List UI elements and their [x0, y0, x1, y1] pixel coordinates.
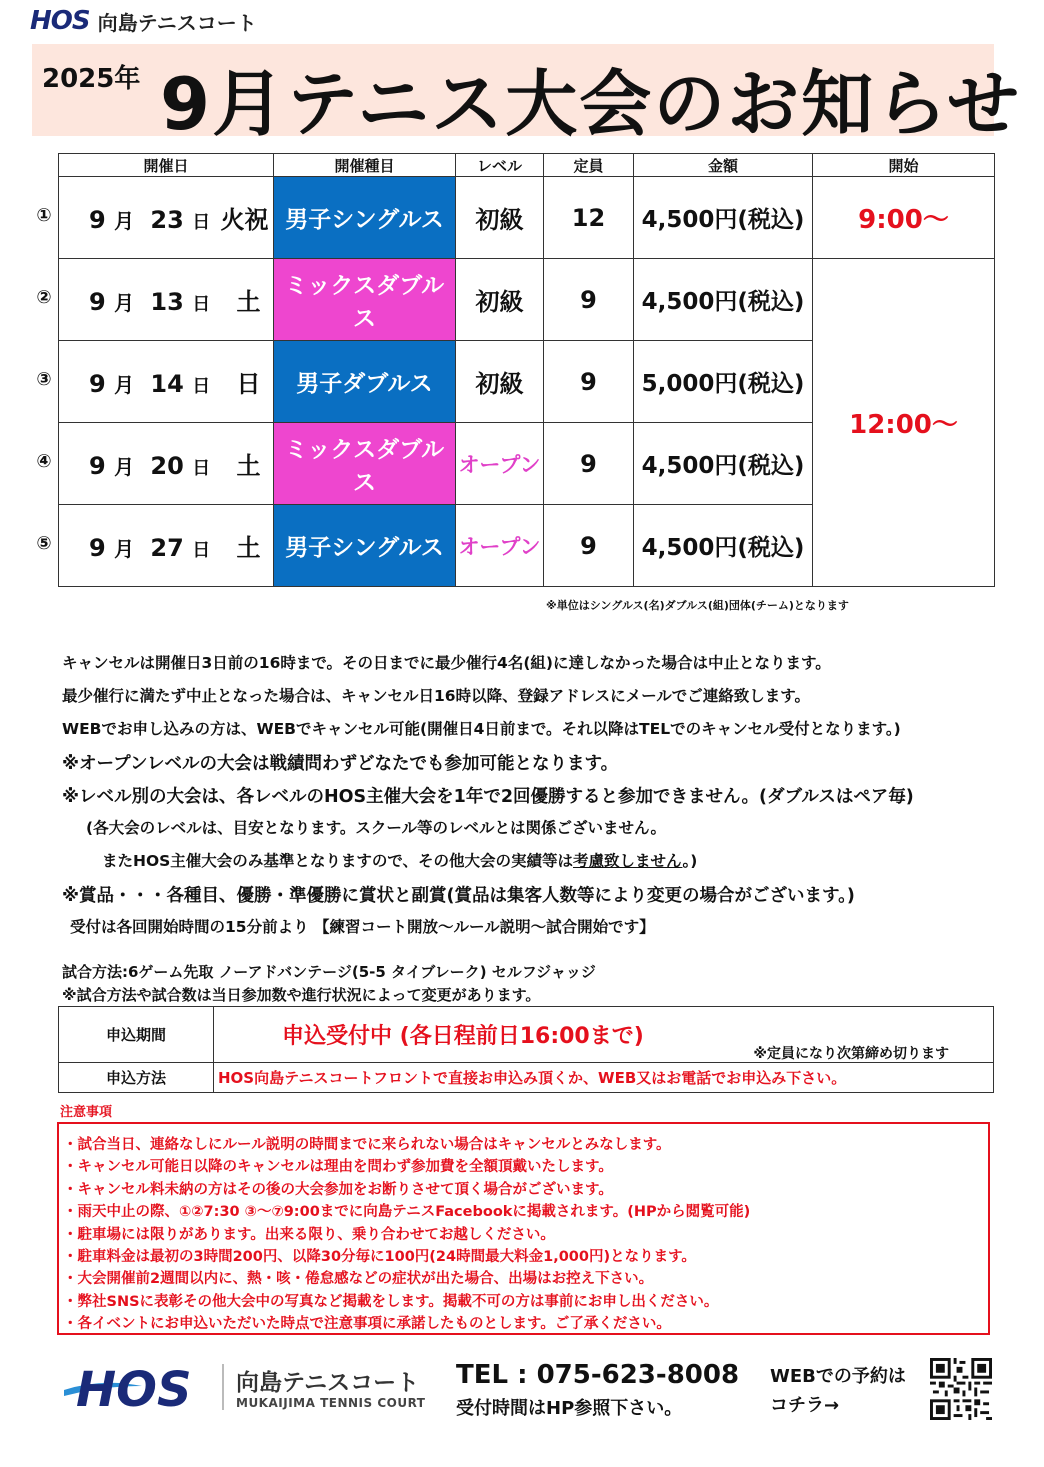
event-price: 4,500円(税込)	[634, 259, 813, 341]
row-number-3: ③	[36, 369, 52, 390]
row-number-1: ①	[36, 205, 52, 226]
caution-item: ・駐車料金は最初の3時間200円、以降30分毎に100円(24時間最大料金1,000円)となります。	[63, 1249, 696, 1266]
event-level: オープン	[456, 505, 544, 587]
event-date: 9 月 14 日 日	[59, 341, 274, 423]
event-level: 初級	[456, 341, 544, 423]
row-number-5: ⑤	[36, 533, 52, 554]
event-capacity: 9	[544, 341, 634, 423]
period-label: 申込期間	[59, 1007, 214, 1063]
event-type: 男子ダブルス	[274, 341, 456, 423]
footer-web-label: WEBでの予約は	[770, 1366, 906, 1387]
schedule-table	[58, 153, 995, 587]
brand-name: 向島テニスコート	[97, 10, 257, 35]
caution-item: ・各イベントにお申込いただいた時点で注意事項に承諾したものとします。ご了承ください。	[63, 1316, 671, 1333]
event-level: 初級	[456, 259, 544, 341]
start-time-2: 12:00～	[813, 259, 995, 587]
hos-logo: HOS	[30, 6, 90, 36]
footer-tel-hours: 受付時間はHP参照下さい。	[456, 1398, 683, 1419]
notice-list	[62, 651, 1012, 948]
footer-divider	[222, 1364, 224, 1410]
banner-year: 2025年	[42, 64, 141, 94]
footer-name-jp: 向島テニスコート	[236, 1370, 420, 1396]
event-price: 5,000円(税込)	[634, 341, 813, 423]
notice-item: WEBでお申し込みの方は、WEBでキャンセル可能(開催日4日前まで。それ以降はTELでのキャンセル受付となります。)	[62, 720, 901, 738]
schedule-header-row	[59, 154, 995, 177]
header-price: 金額	[634, 154, 813, 177]
notice-item: キャンセルは開催日3日前の16時まで。その日までに最少催行4名(組)に達しなかった場合は中止となります。	[62, 654, 831, 672]
footer-web-arrow: コチラ→	[770, 1395, 840, 1416]
event-date: 9 月 23 日 火祝	[59, 177, 274, 259]
notice-item: 最少催行に満たず中止となった場合は、キャンセル日16時以降、登録アドレスにメールでご連絡致します。	[62, 687, 811, 705]
event-type: ミックスダブルス	[274, 259, 456, 341]
match-method	[62, 961, 596, 1007]
event-price: 4,500円(税込)	[634, 177, 813, 259]
period-value: 申込受付中 (各日程前日16:00まで)	[282, 1024, 644, 1049]
header-brand	[30, 6, 257, 36]
row-number-4: ④	[36, 451, 52, 472]
match-method-note: ※試合方法や試合数は当日参加数や進行状況によって変更があります。	[62, 986, 541, 1004]
unit-note: ※単位はシングルス(名)ダブルス(組)団体(チーム)となります	[546, 599, 849, 612]
row-number-2: ②	[36, 287, 52, 308]
footer-tel: TEL : 075-623-8008	[456, 1360, 740, 1390]
method-label: 申込方法	[59, 1063, 214, 1093]
application-method-row	[59, 1063, 994, 1093]
event-type: 男子シングルス	[274, 177, 456, 259]
event-date: 9 月 13 日 土	[59, 259, 274, 341]
notice-item: 受付は各回開始時間の15分前より 【練習コート開放～ルール説明～試合開始です】	[70, 918, 655, 936]
event-capacity: 12	[544, 177, 634, 259]
caution-item: ・駐車場には限りがあります。出来る限り、乗り合わせてお越しください。	[63, 1226, 555, 1243]
event-level: オープン	[456, 423, 544, 505]
event-price: 4,500円(税込)	[634, 505, 813, 587]
page-title: 9月テニス大会のお知らせ	[160, 62, 1022, 146]
notice-item: (各大会のレベルは、目安となります。スクール等のレベルとは関係ございません。	[86, 819, 666, 837]
header-date: 開催日	[59, 154, 274, 177]
title-banner	[32, 44, 1022, 146]
header-capacity: 定員	[544, 154, 634, 177]
event-level: 初級	[456, 177, 544, 259]
notice-item: ※賞品・・・各種目、優勝・準優勝に賞状と副賞(賞品は集客人数等により変更の場合がございます。)	[62, 886, 855, 906]
event-date: 9 月 27 日 土	[59, 505, 274, 587]
table-row	[59, 177, 995, 259]
period-cell	[214, 1007, 994, 1063]
caution-box	[57, 1122, 990, 1335]
event-date: 9 月 20 日 土	[59, 423, 274, 505]
table-row	[59, 259, 995, 341]
caution-item: ・試合当日、連絡なしにルール説明の時間までに来られない場合はキャンセルとみなします。	[63, 1137, 671, 1153]
match-method-line: 試合方法:6ゲーム先取 ノーアドバンテージ(5-5 タイブレーク) セルフジャッジ	[62, 963, 596, 981]
event-type: 男子シングルス	[274, 505, 456, 587]
svg-text:HOS: HOS	[76, 1362, 192, 1416]
notice-item: ※オープンレベルの大会は戦績問わずどなたでも参加可能となります。	[62, 754, 619, 774]
caution-title: 注意事項	[60, 1105, 113, 1120]
event-capacity: 9	[544, 259, 634, 341]
notice-item: またHOS主催大会のみ基準となりますので、その他大会の実績等は考慮致しません。)	[102, 852, 698, 870]
footer-name-en: MUKAIJIMA TENNIS COURT	[236, 1396, 426, 1410]
event-type: ミックスダブルス	[274, 423, 456, 505]
application-period-row	[59, 1007, 994, 1063]
caution-item: ・大会開催前2週間以内に、熱・咳・倦怠感などの症状が出た場合、出場はお控え下さい。	[63, 1271, 654, 1288]
notice-item: ※レベル別の大会は、各レベルのHOS主催大会を1年で2回優勝すると参加できません。(ダブルスはペア毎)	[62, 787, 914, 807]
application-table	[58, 1006, 994, 1093]
period-note: ※定員になり次第締め切ります	[753, 1046, 949, 1062]
event-capacity: 9	[544, 423, 634, 505]
header-level: レベル	[456, 154, 544, 177]
caution-item: ・キャンセル可能日以降のキャンセルは理由を問わず参加費を全額頂戴いたします。	[63, 1159, 613, 1176]
underlined-text: 考慮致しません	[573, 852, 683, 870]
caution-item: ・弊社SNSに表彰その他大会中の写真など掲載をします。掲載不可の方は事前にお申し出ください。	[63, 1293, 719, 1310]
qr-code-icon[interactable]	[930, 1358, 992, 1420]
footer-hos-logo	[62, 1356, 212, 1416]
caution-item: ・キャンセル料未納の方はその後の大会参加をお断りさせて頂く場合がございます。	[63, 1181, 613, 1198]
start-time-1: 9:00～	[813, 177, 995, 259]
header-event: 開催種目	[274, 154, 456, 177]
method-value: HOS向島テニスコートフロントで直接お申込み頂くか、WEB又はお電話でお申込み下さい。	[214, 1063, 994, 1093]
caution-item: ・雨天中止の際、①②7:30 ③～⑦9:00までに向島テニスFacebookに掲載されます。(HPから閲覧可能)	[63, 1204, 751, 1221]
event-price: 4,500円(税込)	[634, 423, 813, 505]
header-start: 開始	[813, 154, 995, 177]
event-capacity: 9	[544, 505, 634, 587]
